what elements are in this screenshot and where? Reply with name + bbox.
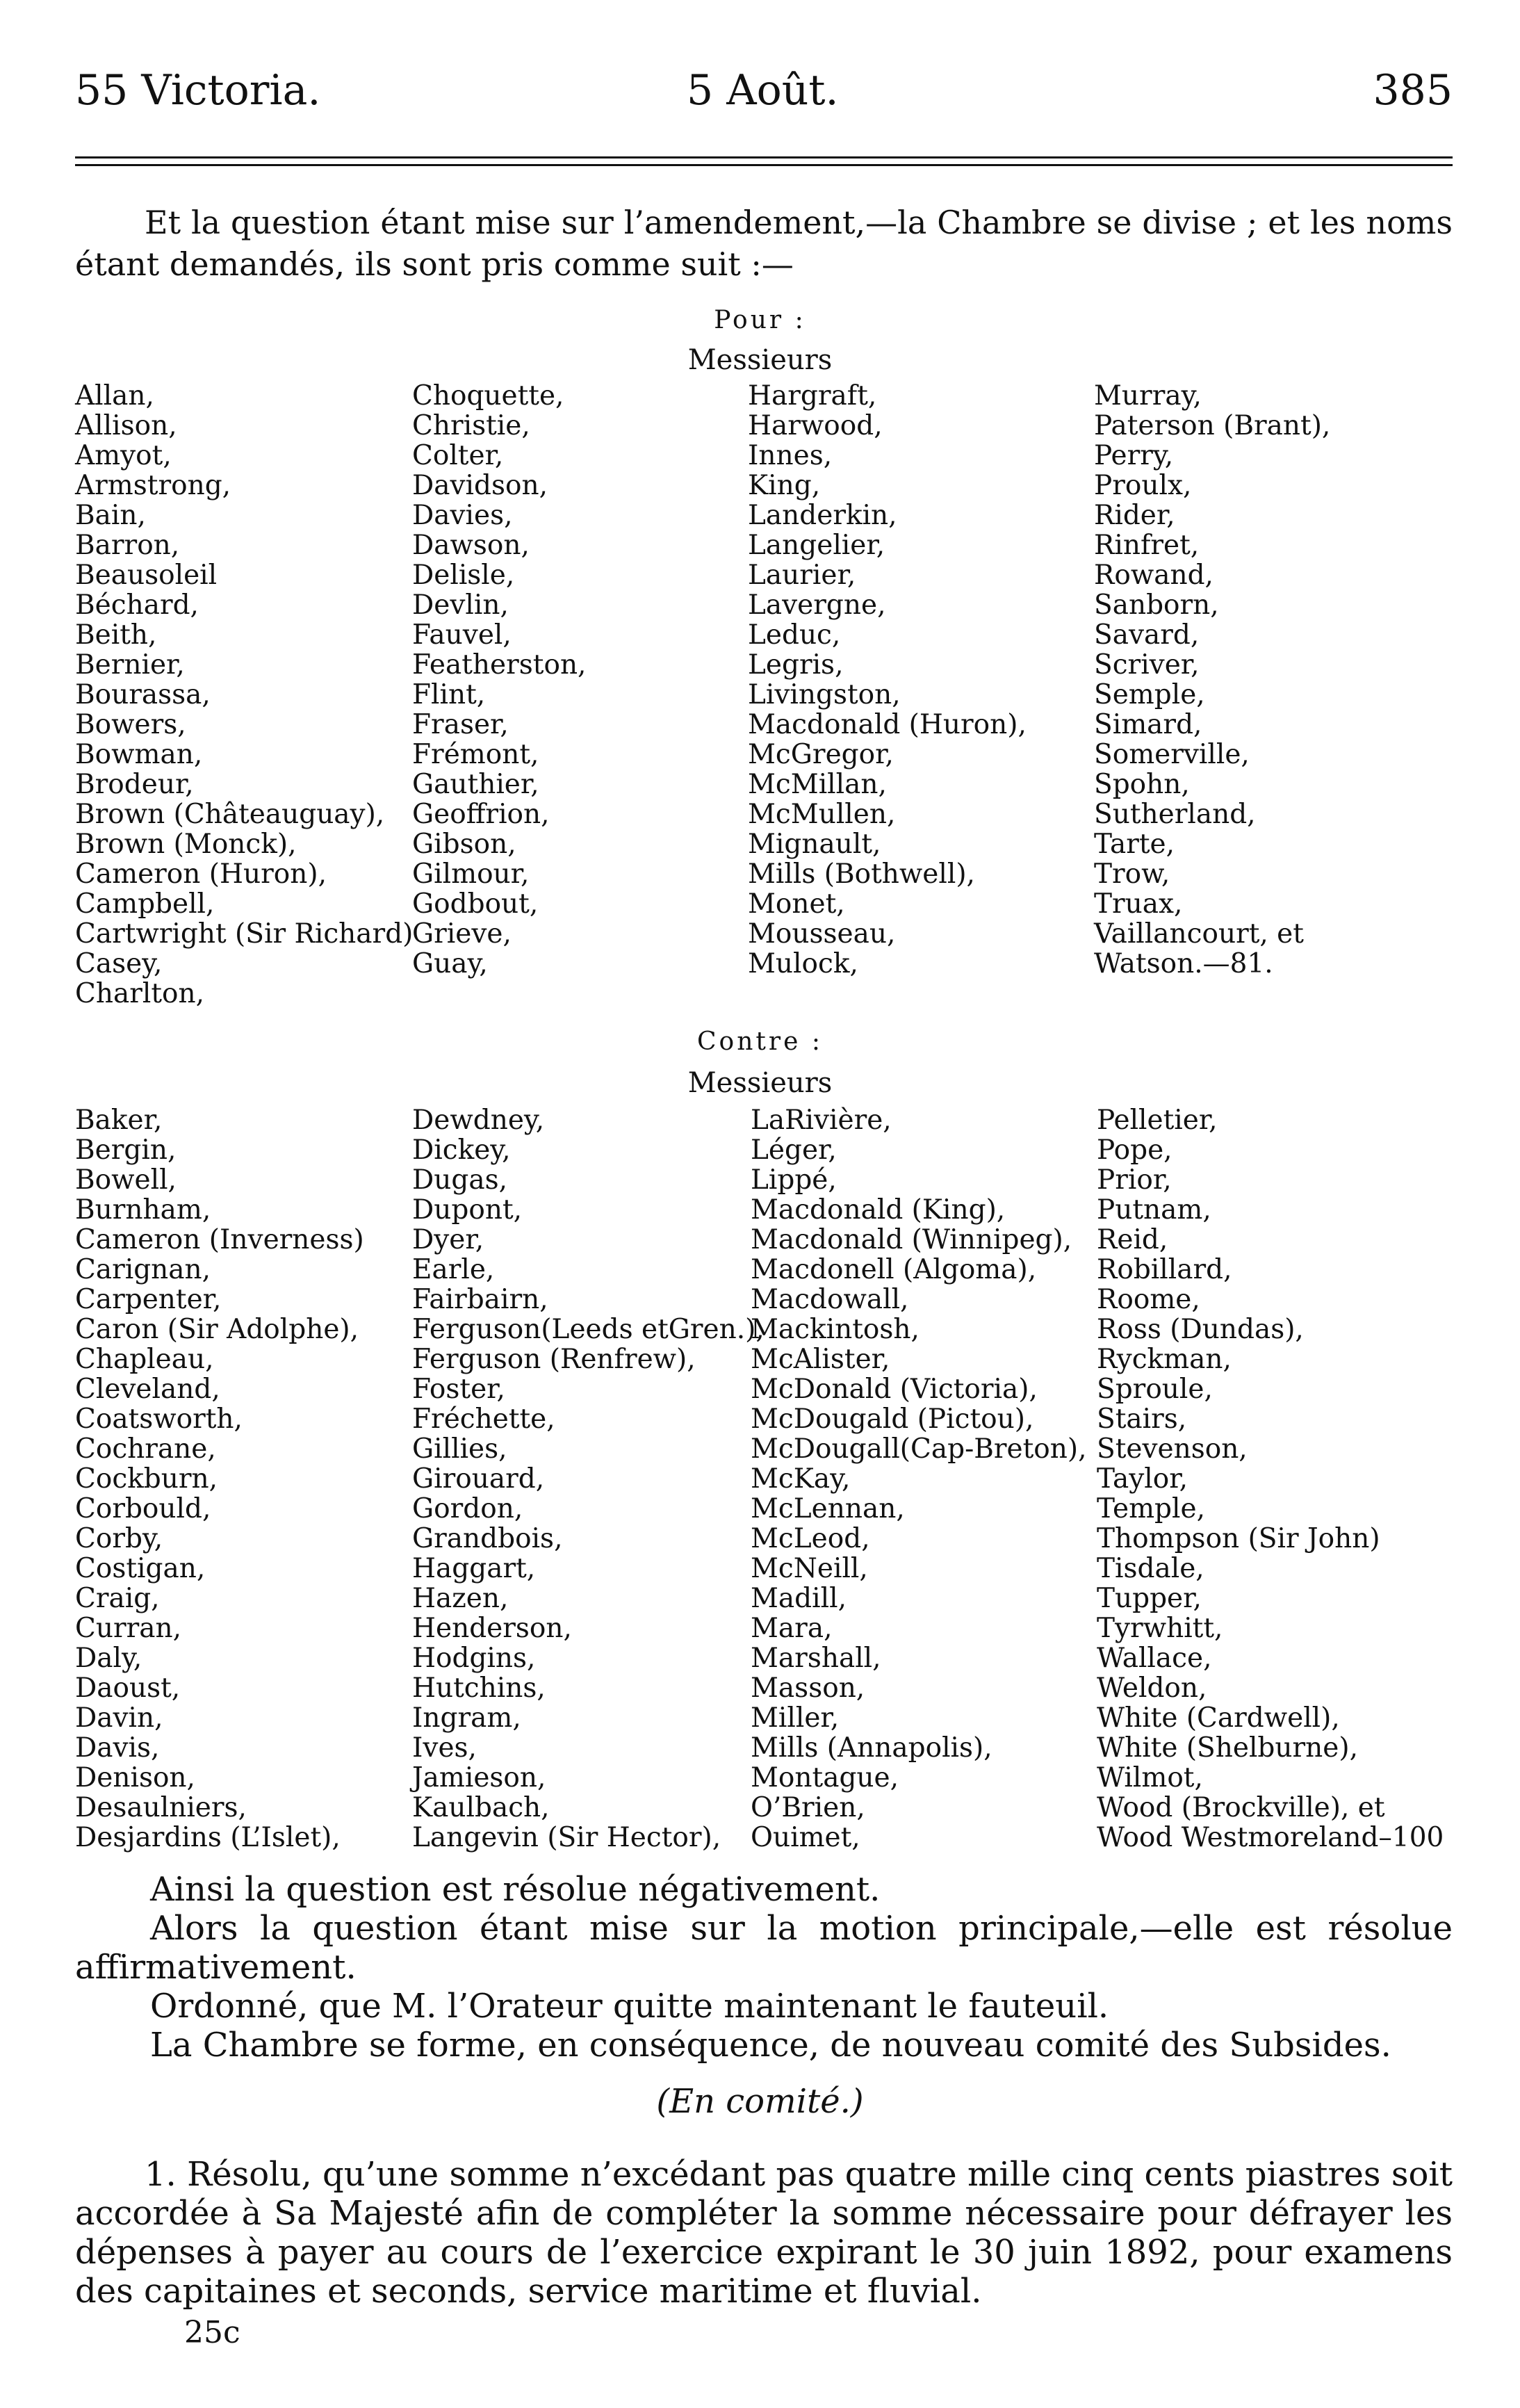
member-name: Daly,: [75, 1643, 142, 1674]
member-name: McLennan,: [751, 1493, 905, 1524]
member-name: Mills (Bothwell),: [748, 859, 975, 890]
member-name: Vaillancourt, et: [1094, 918, 1304, 950]
member-name: Bourassa,: [75, 679, 211, 710]
member-name: Dupont,: [412, 1194, 523, 1226]
member-name: Pope,: [1097, 1134, 1172, 1166]
pour-subtitle: Messieurs: [687, 344, 833, 376]
member-name: Choquette,: [412, 380, 564, 412]
member-name: Somerville,: [1094, 739, 1250, 770]
member-name: Tupper,: [1097, 1583, 1202, 1614]
member-name: Wood (Brockville), et: [1097, 1792, 1385, 1823]
member-name: McLeod,: [751, 1523, 870, 1554]
member-name: Christie,: [412, 410, 530, 441]
member-name: Sproule,: [1097, 1374, 1213, 1405]
member-name: Charlton,: [75, 978, 204, 1009]
member-name: Mills (Annapolis),: [751, 1732, 992, 1764]
member-name: Fréchette,: [412, 1404, 555, 1435]
member-name: Tisdale,: [1097, 1553, 1204, 1584]
member-name: Roome,: [1097, 1284, 1200, 1315]
member-name: Davies,: [412, 500, 513, 531]
member-name: Macdowall,: [751, 1284, 909, 1315]
member-name: Wood Westmoreland–100: [1097, 1822, 1444, 1853]
member-name: Denison,: [75, 1762, 195, 1793]
member-name: Mignault,: [748, 829, 881, 860]
member-name: Gordon,: [412, 1493, 523, 1524]
member-name: Ingram,: [412, 1702, 521, 1734]
member-name: Monet,: [748, 888, 845, 920]
page-header: [75, 66, 1453, 129]
contre-subtitle: Messieurs: [687, 1067, 833, 1099]
member-name: Stevenson,: [1097, 1433, 1248, 1465]
signature-mark: 25c: [184, 2315, 240, 2350]
member-name: Brodeur,: [75, 769, 194, 800]
member-name: Casey,: [75, 948, 163, 979]
member-name: Cockburn,: [75, 1463, 218, 1495]
pour-title: Pour :: [714, 306, 806, 334]
member-name: Geoffrion,: [412, 799, 550, 830]
member-name: Corbould,: [75, 1493, 211, 1524]
member-name: Ross (Dundas),: [1097, 1314, 1304, 1345]
member-name: Truax,: [1094, 888, 1183, 920]
member-name: Spohn,: [1094, 769, 1190, 800]
member-name: Guay,: [412, 948, 488, 979]
member-name: Prior,: [1097, 1164, 1172, 1196]
member-name: Béchard,: [75, 589, 199, 621]
member-name: Cameron (Huron),: [75, 859, 327, 890]
member-name: Wallace,: [1097, 1643, 1212, 1674]
member-name: Carignan,: [75, 1254, 211, 1285]
member-name: Ferguson(Leeds etGren.),: [412, 1314, 765, 1345]
member-name: Mousseau,: [748, 918, 896, 950]
member-name: Weldon,: [1097, 1673, 1207, 1704]
member-name: McGregor,: [748, 739, 894, 770]
member-name: Bowman,: [75, 739, 203, 770]
member-name: Jamieson,: [412, 1762, 546, 1793]
contre-column-4: [1097, 1105, 1444, 1853]
member-name: Pelletier,: [1097, 1105, 1218, 1136]
contre-title: Contre :: [697, 1027, 823, 1056]
header-rule-bottom: [75, 164, 1453, 166]
member-name: Desaulniers,: [75, 1792, 247, 1823]
member-name: Coatsworth,: [75, 1404, 243, 1435]
member-name: Curran,: [75, 1613, 182, 1644]
member-name: Flint,: [412, 679, 486, 710]
member-name: Cameron (Inverness): [75, 1224, 364, 1255]
member-name: Proulx,: [1094, 470, 1192, 501]
member-name: Craig,: [75, 1583, 160, 1614]
member-name: Wilmot,: [1097, 1762, 1203, 1793]
member-name: Laurier,: [748, 560, 856, 591]
member-name: Cleveland,: [75, 1374, 220, 1405]
member-name: Langevin (Sir Hector),: [412, 1822, 721, 1853]
member-name: Rinfret,: [1094, 530, 1200, 561]
member-name: Chapleau,: [75, 1344, 214, 1375]
member-name: Fauvel,: [412, 619, 512, 651]
proceeding-line: La Chambre se forme, en conséquence, de nouveau comité des Subsides.: [150, 2026, 1391, 2065]
proceeding-line: Alors la question étant mise sur la motion principale,—elle est résolue affirmativement.: [75, 1909, 1453, 1987]
member-name: Robillard,: [1097, 1254, 1232, 1285]
member-name: Kaulbach,: [412, 1792, 550, 1823]
member-name: Reid,: [1097, 1224, 1168, 1255]
member-name: Livingston,: [748, 679, 901, 710]
member-name: Marshall,: [751, 1643, 881, 1674]
member-name: Léger,: [751, 1134, 837, 1166]
member-name: Trow,: [1094, 859, 1170, 890]
member-name: Armstrong,: [75, 470, 231, 501]
member-name: Corby,: [75, 1523, 163, 1554]
member-name: Dyer,: [412, 1224, 484, 1255]
member-name: White (Cardwell),: [1097, 1702, 1340, 1734]
member-name: King,: [748, 470, 821, 501]
member-name: Dugas,: [412, 1164, 508, 1196]
member-name: Brown (Monck),: [75, 829, 297, 860]
member-name: Murray,: [1094, 380, 1202, 412]
member-name: Mara,: [751, 1613, 833, 1644]
member-name: Savard,: [1094, 619, 1200, 651]
member-name: Thompson (Sir John): [1097, 1523, 1380, 1554]
intro-text: Et la question étant mise sur l’amendement,—la Chambre se divise ; et les noms étant demandés, ils sont pris comme suit :—: [75, 204, 1453, 283]
member-name: Tyrwhitt,: [1097, 1613, 1223, 1644]
member-name: Burnham,: [75, 1194, 211, 1226]
member-name: Desjardins (L’Islet),: [75, 1822, 341, 1853]
member-name: Innes,: [748, 440, 833, 471]
contre-column-1: [75, 1105, 412, 1853]
member-name: Bergin,: [75, 1134, 177, 1166]
member-name: Dickey,: [412, 1134, 511, 1166]
member-name: McKay,: [751, 1463, 851, 1495]
member-name: Dewdney,: [412, 1105, 545, 1136]
header-rule-top: [75, 156, 1453, 158]
committee-heading: (En comité.): [656, 2082, 864, 2121]
member-name: Cartwright (Sir Richard): [75, 918, 414, 950]
member-name: Bowell,: [75, 1164, 177, 1196]
member-name: Lippé,: [751, 1164, 837, 1196]
member-name: Sutherland,: [1094, 799, 1256, 830]
member-name: Henderson,: [412, 1613, 572, 1644]
member-name: Gilmour,: [412, 859, 530, 890]
member-name: Langelier,: [748, 530, 885, 561]
member-name: White (Shelburne),: [1097, 1732, 1358, 1764]
member-name: Temple,: [1097, 1493, 1205, 1524]
member-name: Macdonald (King),: [751, 1194, 1006, 1226]
member-name: Bernier,: [75, 649, 185, 681]
pour-names: [75, 381, 1453, 1009]
contre-column-2: [412, 1105, 765, 1853]
proceeding-line: Ainsi la question est résolue négativement.: [150, 1870, 881, 1909]
pour-column-3: [748, 381, 1094, 1009]
member-name: Harwood,: [748, 410, 883, 441]
member-name: Gibson,: [412, 829, 516, 860]
member-name: Legris,: [748, 649, 844, 681]
pour-column-4: [1094, 381, 1428, 1009]
resolution-paragraph: [75, 2155, 1453, 2311]
member-name: Hargraft,: [748, 380, 877, 412]
member-name: Masson,: [751, 1673, 865, 1704]
pour-column-1: [75, 381, 412, 1009]
member-name: Leduc,: [748, 619, 841, 651]
member-name: Fairbairn,: [412, 1284, 548, 1315]
member-name: Amyot,: [75, 440, 172, 471]
member-name: Ryckman,: [1097, 1344, 1232, 1375]
member-name: Ives,: [412, 1732, 477, 1764]
member-name: Beausoleil: [75, 560, 218, 591]
member-name: Haggart,: [412, 1553, 536, 1584]
member-name: Campbell,: [75, 888, 215, 920]
member-name: Macdonald (Winnipeg),: [751, 1224, 1072, 1255]
member-name: Madill,: [751, 1583, 847, 1614]
member-name: Girouard,: [412, 1463, 545, 1495]
member-name: Watson.—81.: [1094, 948, 1273, 979]
member-name: Cochrane,: [75, 1433, 216, 1465]
member-name: Davidson,: [412, 470, 548, 501]
member-name: Frémont,: [412, 739, 539, 770]
member-name: Hazen,: [412, 1583, 509, 1614]
member-name: Fraser,: [412, 709, 509, 740]
header-date: 5 Août.: [687, 66, 839, 115]
member-name: McMillan,: [748, 769, 887, 800]
member-name: Earle,: [412, 1254, 495, 1285]
member-name: Rider,: [1094, 500, 1175, 531]
contre-names: [75, 1105, 1453, 1853]
member-name: Stairs,: [1097, 1404, 1187, 1435]
member-name: Caron (Sir Adolphe),: [75, 1314, 359, 1345]
member-name: Gauthier,: [412, 769, 539, 800]
member-name: Grandbois,: [412, 1523, 563, 1554]
member-name: Miller,: [751, 1702, 840, 1734]
member-name: Ouimet,: [751, 1822, 860, 1853]
member-name: LaRivière,: [751, 1105, 892, 1136]
member-name: Brown (Châteauguay),: [75, 799, 385, 830]
pour-column-2: [412, 381, 748, 1009]
member-name: Allison,: [75, 410, 177, 441]
member-name: Landerkin,: [748, 500, 897, 531]
member-name: Putnam,: [1097, 1194, 1211, 1226]
member-name: McMullen,: [748, 799, 896, 830]
member-name: O’Brien,: [751, 1792, 865, 1823]
member-name: Devlin,: [412, 589, 509, 621]
member-name: Hutchins,: [412, 1673, 546, 1704]
member-name: Dawson,: [412, 530, 530, 561]
member-name: Macdonell (Algoma),: [751, 1254, 1037, 1285]
member-name: Perry,: [1094, 440, 1174, 471]
member-name: Mulock,: [748, 948, 858, 979]
member-name: Tarte,: [1094, 829, 1175, 860]
contre-column-3: [751, 1105, 1097, 1853]
member-name: Hodgins,: [412, 1643, 536, 1674]
member-name: McDougall(Cap-Breton),: [751, 1433, 1087, 1465]
member-name: Taylor,: [1097, 1463, 1188, 1495]
proceeding-line: Ordonné, que M. l’Orateur quitte maintenant le fauteuil.: [150, 1987, 1109, 2026]
member-name: Beith,: [75, 619, 157, 651]
member-name: Rowand,: [1094, 560, 1213, 591]
page-number: 385: [1373, 66, 1453, 115]
member-name: Semple,: [1094, 679, 1205, 710]
member-name: Gillies,: [412, 1433, 507, 1465]
member-name: Barron,: [75, 530, 180, 561]
proceedings: [75, 1870, 1453, 2065]
member-name: McNeill,: [751, 1553, 868, 1584]
resolution-text: 1. Résolu, qu’une somme n’excédant pas quatre mille cinq cents piastres soit accordée à Sa Majesté afin de compléter la somme nécessaire pour défrayer les dépenses à payer au cours de l’exercice expirant le 30 juin 1892, pour examens des capitaines et seconds, service maritime et fluvial.: [75, 2155, 1453, 2311]
member-name: Bowers,: [75, 709, 186, 740]
member-name: McAlister,: [751, 1344, 890, 1375]
member-name: McDonald (Victoria),: [751, 1374, 1038, 1405]
member-name: Foster,: [412, 1374, 505, 1405]
member-name: McDougald (Pictou),: [751, 1404, 1034, 1435]
member-name: Ferguson (Renfrew),: [412, 1344, 696, 1375]
member-name: Featherston,: [412, 649, 587, 681]
member-name: Lavergne,: [748, 589, 886, 621]
header-session: 55 Victoria.: [75, 66, 321, 115]
member-name: Macdonald (Huron),: [748, 709, 1027, 740]
member-name: Bain,: [75, 500, 146, 531]
member-name: Daoust,: [75, 1673, 181, 1704]
member-name: Simard,: [1094, 709, 1202, 740]
intro-paragraph: [75, 202, 1453, 285]
member-name: Scriver,: [1094, 649, 1200, 681]
member-name: Costigan,: [75, 1553, 206, 1584]
member-name: Montague,: [751, 1762, 899, 1793]
member-name: Baker,: [75, 1105, 163, 1136]
member-name: Paterson (Brant),: [1094, 410, 1331, 441]
member-name: Godbout,: [412, 888, 539, 920]
member-name: Sanborn,: [1094, 589, 1219, 621]
member-name: Grieve,: [412, 918, 512, 950]
member-name: Colter,: [412, 440, 504, 471]
member-name: Davis,: [75, 1732, 160, 1764]
member-name: Allan,: [75, 380, 154, 412]
member-name: Delisle,: [412, 560, 515, 591]
member-name: Carpenter,: [75, 1284, 222, 1315]
member-name: Davin,: [75, 1702, 163, 1734]
member-name: Mackintosh,: [751, 1314, 920, 1345]
